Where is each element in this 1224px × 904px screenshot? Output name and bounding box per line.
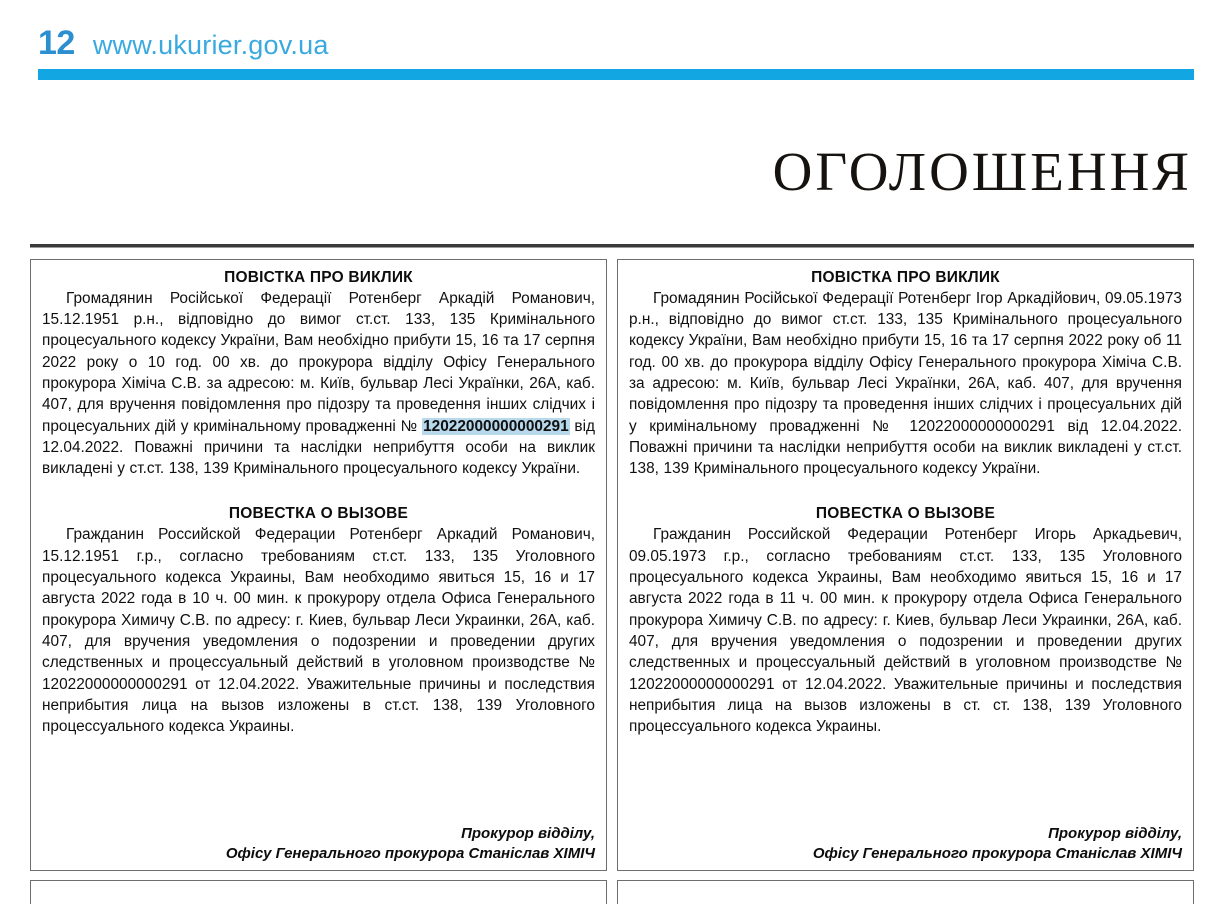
case-number: 12022000000000291 xyxy=(423,417,569,435)
section-divider-rule xyxy=(30,244,1194,248)
signature-role: Прокурор відділу, xyxy=(461,824,595,842)
next-notice-box-left xyxy=(30,880,607,904)
notice-heading-ru: ПОВЕСТКА О ВЫЗОВЕ xyxy=(815,505,996,523)
notice-body-ru xyxy=(629,524,1182,737)
masthead-accent-rule xyxy=(38,69,1194,80)
case-number: 12022000000000291 xyxy=(629,675,775,693)
page-number: 12 xyxy=(38,24,75,62)
signature-name: Офісу Генерального прокурора Станіслав ХІМІЧ xyxy=(225,844,595,862)
signature-block xyxy=(813,824,1182,864)
notice-text-after-case-number: від 12.04.2022. Поважні причини та наслідки неприбуття особи на виклик викладені у ст.ст. 138, 139 Кримінального процесуального кодексу України. xyxy=(42,417,596,478)
section-title-band xyxy=(30,107,1194,237)
notice-box xyxy=(30,259,607,871)
site-url-link[interactable]: www.ukurier.gov.ua xyxy=(92,30,329,60)
notice-text-before-case-number: Гражданин Российской Федерации Ротенберг Аркадий Романович, 15.12.1951 г.р., согласно требованиям ст.ст. 133, 135 Уголовного процесуального кодекса Украины, Вам необходимо явиться 15, 16 и 17 августа 2022 года в 10 ч. 00 мин. к прокурору отдела Офиса Генерального прокурора Химичу С.В. по адресу: г. Киев, бульвар Леси Украинки, 26А, каб. 407, для вручения уведомления о подозрении и проведении других следственных и процессуальный действий в уголовном производстве № xyxy=(42,526,595,672)
notice-text-after-case-number: від 12.04.2022. Поважні причини та наслідки неприбуття особи на виклик викладені у ст.ст. 138, 139 Кримінального процесуального кодексу України. xyxy=(629,417,1182,478)
notice-body-ru xyxy=(42,524,595,737)
notices-container xyxy=(30,259,1194,871)
notice-body-ua xyxy=(42,288,595,480)
notice-heading-ua: ПОВІСТКА ПРО ВИКЛИК xyxy=(811,268,1000,286)
signature-role: Прокурор відділу, xyxy=(1048,824,1182,842)
notice-heading-ua: ПОВІСТКА ПРО ВИКЛИК xyxy=(224,268,413,286)
notice-body-ua xyxy=(629,288,1182,480)
signature-block xyxy=(226,824,595,864)
notice-text-before-case-number: Громадянин Російської Федерації Ротенберг Аркадій Романович, 15.12.1951 р.н., відповідно до вимог ст.ст. 133, 135 Кримінального процесуального кодексу України, Вам необхідно прибути 15, 16 та 17 серпня 2022 року о 10 год. 00 хв. до прокурора відділу Офісу Генерального прокурора Хіміча С.В. за адресою: м. Київ, бульвар Лесі Українки, 26А, каб. 407, для вручення повідомлення про підозру та проведення інших слідчих і процесуальних дій у кримінальному провадженні № xyxy=(42,289,595,435)
next-notice-boxes-peek xyxy=(30,880,1194,904)
signature-name: Офісу Генерального прокурора Станіслав ХІМІЧ xyxy=(812,844,1182,862)
page-title: ОГОЛОШЕННЯ xyxy=(772,140,1192,202)
case-number: 12022000000000291 xyxy=(909,417,1055,435)
masthead xyxy=(30,0,1194,60)
case-number: 12022000000000291 xyxy=(42,675,188,693)
notice-text-after-case-number: от 12.04.2022. Уважительные причины и последствия неприбытия лица на вызов изложены в ст.ст. 138, 139 Уголовного процессуального кодекса Украины. xyxy=(42,675,595,736)
next-notice-box-right xyxy=(617,880,1194,904)
notice-box xyxy=(617,259,1194,871)
notice-heading-ru: ПОВЕСТКА О ВЫЗОВЕ xyxy=(228,505,409,523)
notice-text-before-case-number: Громадянин Російської Федерації Ротенберг Ігор Аркадійович, 09.05.1973 р.н., відповідно до вимог ст.ст. 133, 135 Кримінального процесуального кодексу України, Вам необхідно прибути 15, 16 та 17 серпня 2022 року об 11 год. 00 хв. до прокурора відділу Офісу Генерального прокурора Хіміча С.В. за адресою: м. Київ, бульвар Лесі Українки, 26А, каб. 407, для вручення повідомлення про підозру та проведення інших слідчих і процесуальних дій у кримінальному провадженні № xyxy=(629,289,1182,435)
notice-text-before-case-number: Гражданин Российской Федерации Ротенберг Игорь Аркадьевич, 09.05.1973 г.р., согласно требованиям ст.ст. 133, 135 Уголовного процесуального кодекса Украины, Вам необходимо явиться 15, 16 и 17 августа 2022 года в 11 ч. 00 мин. к прокурору отдела Офиса Генерального прокурора Химичу С.В. по адресу: г. Киев, бульвар Леси Украинки, 26А, каб. 407, для вручения уведомления о подозрении и проведении других следственных и процессуальный действий в уголовном производстве № xyxy=(629,526,1182,672)
notice-text-after-case-number: от 12.04.2022. Уважительные причины и последствия неприбытия лица на вызов изложены в ст. ст. 138, 139 Уголовного процессуального кодекса Украины. xyxy=(629,675,1182,736)
